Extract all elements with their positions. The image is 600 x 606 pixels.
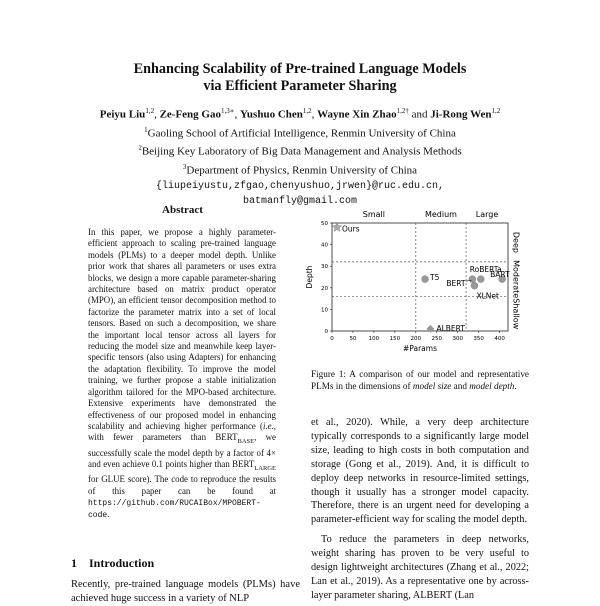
y-tick-label: 30 [321, 264, 328, 271]
data-point-label: T5 [430, 273, 440, 283]
x-tick-label: 50 [349, 336, 357, 342]
author-list: Peiyu Liu$^{1,2}$, Ze-Feng Gao$^{1,3∗}$, Yushuo Chen$^{1,2}$, Wayne Xin Zhao$^{1,2\dagger}$ and Ji-Rong Wen$^{1,2}$ [99, 107, 501, 121]
author-name: Peiyu Liu [99, 108, 146, 121]
data-point-label: RoBERTa [469, 265, 502, 275]
data-point-diamond [426, 325, 434, 333]
affiliation: $^1$Gaoling School of Artificial Intelligence, Renmin University of China [144, 125, 456, 140]
affiliation: $^2$Beijing Key Laboratory of Big Data Management and Analysis Methods [138, 144, 462, 158]
title-line-2: via Efficient Parameter Sharing [203, 78, 397, 94]
section-heading [71, 556, 154, 571]
y-axis-label: Depth [305, 265, 314, 289]
paragraph: et al., 2020). While, a very deep architecture typically corresponds to a significantly large model size, leading to high costs in both computation and storage (Gong et al., 2019). And, it is difficult to deploy deep networks in resource-limited settings, though it usually has a stronger model capacity. Therefore, there is an urgent need for developing a parameter-efficient way for scaling the model depth. [311, 417, 529, 526]
x-tick-label: 200 [410, 336, 422, 342]
x-axis-label: #Params [403, 344, 437, 353]
x-tick-label: 350 [473, 336, 484, 342]
email-line: batmanfly@gmail.com [242, 195, 358, 207]
y-tick-label: 40 [321, 242, 328, 249]
y-tick-label: 20 [321, 285, 328, 292]
data-point-label: Ours [342, 224, 360, 234]
x-tick-label: 150 [389, 336, 401, 342]
data-point-star [332, 222, 342, 231]
y-tick-label: 10 [321, 307, 328, 314]
author-sup: 1,2 [302, 107, 312, 115]
author-block [0, 104, 600, 209]
size-region-label: Medium [424, 210, 457, 219]
author-sup: 1,2 [491, 107, 501, 115]
author-sup: 1,2† [396, 107, 409, 115]
author-name: Ji-Rong Wen [430, 108, 492, 121]
data-point [471, 282, 478, 289]
affiliation: $^3$Department of Physics, Renmin University of China [182, 162, 418, 177]
intro-text: Recently, pre-trained language models (PLMs) have achieved huge success in a variety of NLP [71, 579, 300, 604]
size-region-label: Small [362, 210, 386, 219]
data-point-label: BART [490, 270, 510, 280]
data-point-label: ALBERT [436, 323, 465, 333]
x-tick-label: 100 [368, 336, 380, 342]
author-name: Wayne Xin Zhao [317, 108, 397, 121]
y-tick-label: 0 [324, 329, 328, 335]
x-tick-label: 400 [494, 336, 505, 342]
size-region-label: Large [475, 210, 499, 219]
title-line-1: Enhancing Scalability of Pre-trained Language Models [133, 61, 467, 77]
author-name: Ze-Feng Gao [159, 108, 221, 121]
depth-region-label: Shallow [511, 298, 521, 330]
figure-caption: Figure 1: A comparison of our model and representative PLMs in the dimensions of model size and model depth. [311, 369, 529, 391]
abstract-heading: Abstract [162, 204, 203, 216]
right-column-text [311, 416, 529, 603]
data-point [422, 276, 429, 283]
data-point-label: BERT [446, 279, 466, 289]
x-tick-label: 250 [431, 336, 443, 342]
section-number: 1 [71, 556, 77, 570]
figure-1-chart [300, 203, 532, 363]
author-and: and [411, 108, 428, 121]
code-url-link[interactable]: https://github.com/RUCAIBox/MPOBERT-code [88, 498, 261, 521]
paragraph: To reduce the parameters in deep networks, weight sharing has proven to be very useful to design lightweight architectures (Zhang et al., 2022; Lan et al., 2019). As a representative one by across-layer parameter sharing, ALBERT (Lan [311, 534, 529, 601]
paper-title [0, 61, 600, 95]
data-point [469, 276, 476, 283]
x-tick-label: 300 [452, 336, 463, 342]
depth-region-label: Deep [511, 231, 521, 253]
abstract-text: In this paper, we propose a highly parameter-efficient approach to scaling pre-trained language models (PLMs) to a deeper model depth. Unlike prior work that shares all parameters or uses extra blocks, we design a more capable parameter-sharing architecture based on matrix product operator (MPO), an efficient tensor decomposition method to factorize the parameter matrix into a set of local tensors. Based on such a decomposition, we share the important local tensor across all layers for reducing the model size and meanwhile keep layer-specific tensors (also using Adapters) for enhancing the adaptation flexibility. To improve the model training, we further propose a stable initialization algorithm tailored for the MPO-based architecture. Extensive experiments have demonstrated the effectiveness of our proposed model in enhancing scalability and achieving higher performance (i.e., with fewer parameters than $BERT_{BASE}$, we successfully scale the model depth by a factor of 4× and even achieve 0.1 points higher than $BERT_{LARGE}$ for GLUE score). The code to reproduce the results of this paper can be found at https://github.com/RUCAIBox/MPOBERT-code. [88, 227, 276, 521]
x-tick-label: 0 [330, 336, 334, 342]
author-name: Yushuo Chen [240, 108, 303, 121]
depth-region-label: Moderate [511, 260, 521, 299]
y-tick-label: 50 [321, 221, 328, 227]
data-point-label: XLNet [476, 291, 499, 301]
email-line: {liupeiyustu,zfgao,chenyushuo,jrwen}@ruc.edu.cn, [155, 180, 445, 192]
data-point [477, 276, 484, 283]
section-title: Introduction [89, 556, 155, 570]
author-sup: 1,3∗ [220, 107, 235, 115]
author-sup: 1,2 [145, 107, 155, 115]
